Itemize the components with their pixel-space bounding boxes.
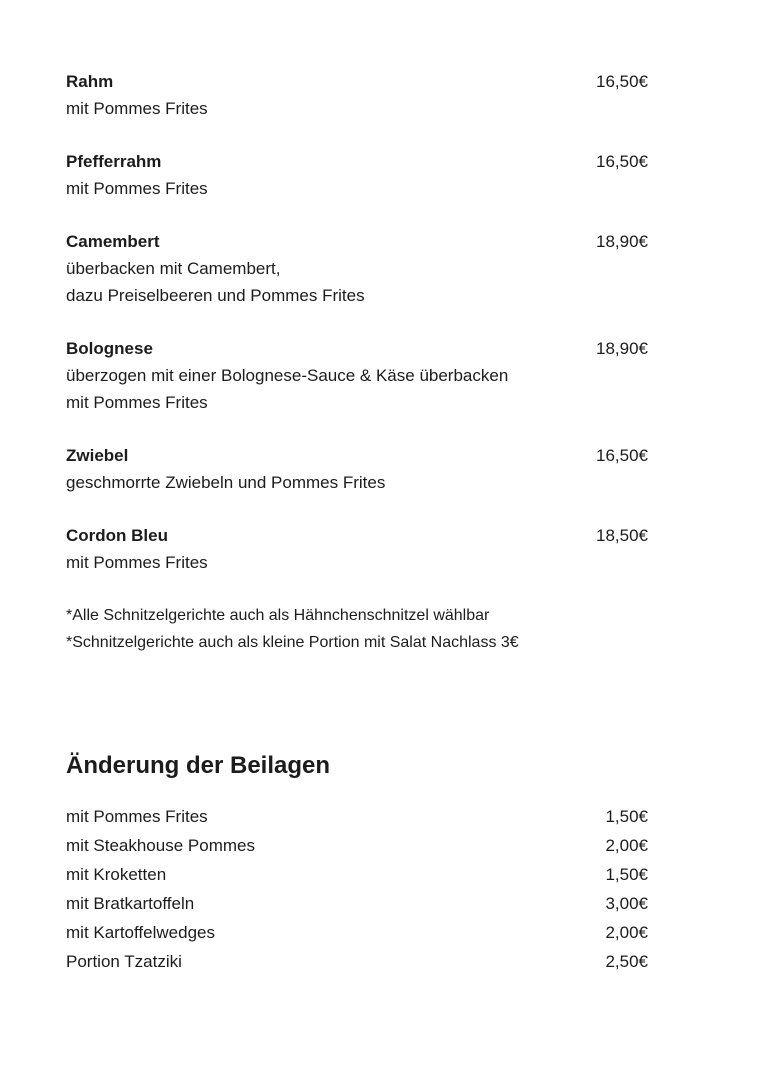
dish-name: Camembert [66,232,160,251]
side-price: 1,50€ [605,807,648,826]
dish-description-line: mit Pommes Frites [66,553,208,572]
side-name: mit Kroketten [66,865,167,884]
dish-price: 18,90€ [596,339,648,358]
footnote: *Schnitzelgerichte auch als kleine Portion mit Salat Nachlass 3€ [66,634,519,651]
dish-description [66,255,648,309]
side-price: 2,00€ [605,836,648,855]
menu-item [66,522,648,576]
menu-item [66,335,648,416]
side-price: 1,50€ [605,865,648,884]
menu-item-header [66,228,648,255]
dish-name: Rahm [66,72,114,91]
side-name: Portion Tzatziki [66,952,182,971]
dish-price: 18,90€ [596,232,648,251]
side-item-row [66,831,648,860]
dish-price: 16,50€ [596,152,648,171]
side-price: 2,50€ [605,952,648,971]
dish-description [66,469,648,496]
footnote: *Alle Schnitzelgerichte auch als Hähnchenschnitzel wählbar [66,607,490,624]
dish-price: 16,50€ [596,446,648,465]
dish-price: 16,50€ [596,72,648,91]
menu-item-header [66,522,648,549]
menu-item-header [66,68,648,95]
side-name: mit Kartoffelwedges [66,923,215,942]
side-price: 2,00€ [605,923,648,942]
dish-description-line: mit Pommes Frites [66,179,208,198]
menu-item-header [66,148,648,175]
footnotes [66,602,648,656]
dish-description-line: mit Pommes Frites [66,99,208,118]
menu-item [66,442,648,496]
dish-name: Bolognese [66,339,153,358]
dish-name: Zwiebel [66,446,129,465]
side-item-row [66,802,648,831]
side-item-row [66,889,648,918]
menu-item-header [66,442,648,469]
side-item-row [66,860,648,889]
side-item-row [66,918,648,947]
side-name: mit Bratkartoffeln [66,894,195,913]
sides-section-title: Änderung der Beilagen [66,752,331,779]
menu-item [66,68,648,122]
menu-item [66,228,648,309]
dish-description-line: mit Pommes Frites [66,393,208,412]
dish-description-line: geschmorrte Zwiebeln und Pommes Frites [66,473,386,492]
dish-description-line: überbacken mit Camembert, [66,259,281,278]
menu-item-header [66,335,648,362]
dish-name: Cordon Bleu [66,526,168,545]
menu-item [66,148,648,202]
side-name: mit Pommes Frites [66,807,208,826]
dish-description [66,95,648,122]
dish-description [66,362,648,416]
side-item-row [66,947,648,976]
dish-name: Pfefferrahm [66,152,162,171]
sides-list [66,802,648,976]
dish-price: 18,50€ [596,526,648,545]
dish-description [66,549,648,576]
side-price: 3,00€ [605,894,648,913]
dish-description-line: überzogen mit einer Bolognese-Sauce & Käse überbacken [66,366,509,385]
schnitzel-dishes-section [66,68,648,576]
dish-description-line: dazu Preiselbeeren und Pommes Frites [66,286,365,305]
dish-description [66,175,648,202]
side-name: mit Steakhouse Pommes [66,836,255,855]
